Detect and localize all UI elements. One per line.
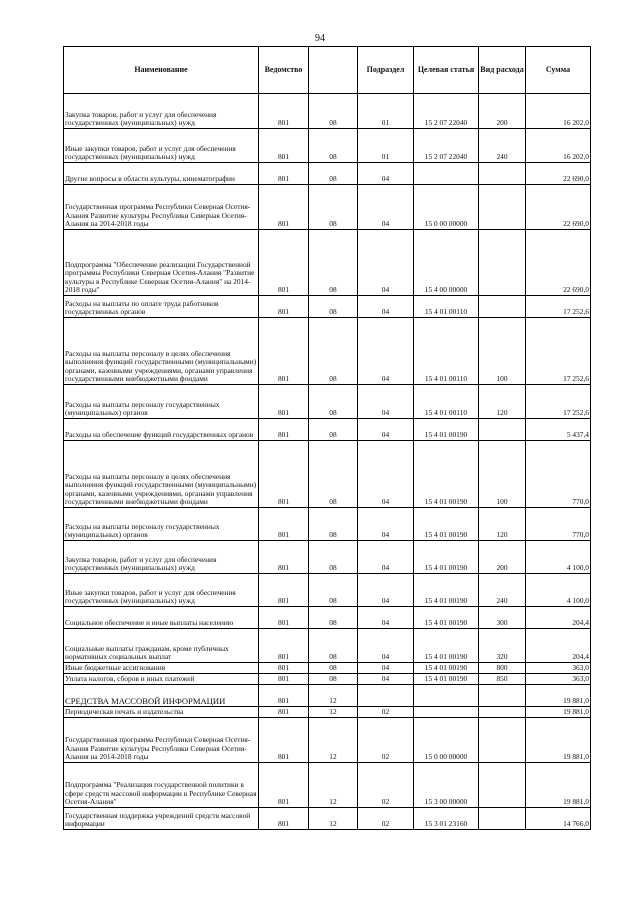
table-row <box>64 441 591 508</box>
row-name: Государственная программа Республики Северная Осетия-Алания Развитие культуры Республики Северная Осетия-Алания на 2014-2018 годы <box>64 185 259 230</box>
row-dept: 801 <box>259 629 309 663</box>
row-name: Подпрограмма "Реализация государственной политики в сфере средств массовой информации в Республике Северная Осетия-Алания" <box>64 763 259 808</box>
row-sum: 770,0 <box>526 441 591 508</box>
row-dept: 801 <box>259 574 309 607</box>
header-sum: Сумма <box>526 47 591 94</box>
row-name: Подпрограмма "Обеспечение реализации Государственной программы Республики Северная Осетия-Алания "Развитие культуры в Республике Северная Осетия-Алания" на 2014-2018 годы" <box>64 230 259 296</box>
row-sum: 16 202,0 <box>526 94 591 129</box>
row-section: 12 <box>309 718 358 763</box>
row-target <box>414 163 479 185</box>
row-sum: 770,0 <box>526 508 591 541</box>
row-target: 15 2 07 22040 <box>414 129 479 163</box>
row-name: Иные закупки товаров, работ и услуг для обеспечения государственных (муниципальных) нужд <box>64 129 259 163</box>
row-subsection: 04 <box>358 185 414 230</box>
row-kind <box>479 718 526 763</box>
row-subsection: 01 <box>358 129 414 163</box>
row-section: 08 <box>309 441 358 508</box>
row-target: 15 2 07 22040 <box>414 94 479 129</box>
row-subsection <box>358 685 414 707</box>
row-target: 15 4 01 00190 <box>414 508 479 541</box>
row-kind <box>479 296 526 318</box>
row-dept: 801 <box>259 607 309 629</box>
row-section: 08 <box>309 574 358 607</box>
row-sum: 19 881,0 <box>526 763 591 808</box>
row-kind: 320 <box>479 629 526 663</box>
row-subsection: 02 <box>358 707 414 718</box>
header-target: Целевая статья <box>414 47 479 94</box>
row-name: Периодическая печать и издательства <box>64 707 259 718</box>
table-row <box>64 318 591 385</box>
header-kind: Вид расхода <box>479 47 526 94</box>
row-sum: 19 881,0 <box>526 707 591 718</box>
row-name: Другие вопросы в области культуры, кинематографии <box>64 163 259 185</box>
table-row <box>64 508 591 541</box>
row-dept: 801 <box>259 685 309 707</box>
row-target: 15 4 01 00190 <box>414 607 479 629</box>
row-section: 08 <box>309 185 358 230</box>
row-section: 08 <box>309 230 358 296</box>
row-subsection: 04 <box>358 574 414 607</box>
row-dept: 801 <box>259 808 309 830</box>
row-dept: 801 <box>259 674 309 685</box>
row-subsection: 02 <box>358 763 414 808</box>
row-kind <box>479 230 526 296</box>
table-row <box>64 296 591 318</box>
row-kind <box>479 808 526 830</box>
row-kind: 120 <box>479 385 526 419</box>
row-name: Закупка товаров, работ и услуг для обеспечения государственных (муниципальных) нужд <box>64 94 259 129</box>
row-section: 08 <box>309 94 358 129</box>
row-subsection: 04 <box>358 441 414 508</box>
row-name: Государственная программа Республики Северная Осетия-Алания Развитие культуры Республики Северная Осетия-Алания на 2014-2018 годы <box>64 718 259 763</box>
row-kind <box>479 163 526 185</box>
row-kind: 240 <box>479 129 526 163</box>
row-sum: 204,4 <box>526 607 591 629</box>
row-subsection: 04 <box>358 629 414 663</box>
row-subsection: 04 <box>358 508 414 541</box>
row-section: 12 <box>309 707 358 718</box>
table-row <box>64 629 591 663</box>
row-name: СРЕДСТВА МАССОВОЙ ИНФОРМАЦИИ <box>64 685 259 707</box>
row-sum: 4 100,0 <box>526 541 591 574</box>
row-target: 15 4 01 00190 <box>414 541 479 574</box>
row-kind: 240 <box>479 574 526 607</box>
row-name: Расходы на выплаты по оплате труда работников государственных органов <box>64 296 259 318</box>
row-target: 15 4 01 00190 <box>414 441 479 508</box>
row-kind <box>479 185 526 230</box>
table-row <box>64 185 591 230</box>
row-subsection: 04 <box>358 318 414 385</box>
row-sum: 363,0 <box>526 663 591 674</box>
row-dept: 801 <box>259 663 309 674</box>
row-dept: 801 <box>259 185 309 230</box>
row-dept: 801 <box>259 94 309 129</box>
row-subsection: 02 <box>358 718 414 763</box>
row-section: 08 <box>309 663 358 674</box>
table-row <box>64 163 591 185</box>
row-section: 08 <box>309 318 358 385</box>
row-target: 15 4 01 00110 <box>414 385 479 419</box>
row-dept: 801 <box>259 163 309 185</box>
row-kind: 300 <box>479 607 526 629</box>
row-subsection: 04 <box>358 385 414 419</box>
row-name: Государственная поддержка учреждений средств массовой информации <box>64 808 259 830</box>
header-name: Наименование <box>64 47 259 94</box>
row-section: 08 <box>309 163 358 185</box>
row-target: 15 3 01 23160 <box>414 808 479 830</box>
row-dept: 801 <box>259 718 309 763</box>
table-row <box>64 674 591 685</box>
table-row <box>64 707 591 718</box>
row-dept: 801 <box>259 419 309 441</box>
header-section <box>309 47 358 94</box>
row-subsection: 04 <box>358 674 414 685</box>
row-target: 15 4 01 00110 <box>414 318 479 385</box>
row-kind <box>479 763 526 808</box>
table-header-row <box>64 47 591 94</box>
row-name: Расходы на обеспечение функций государственных органов <box>64 419 259 441</box>
row-section: 08 <box>309 129 358 163</box>
row-name: Уплата налогов, сборов и иных платежей <box>64 674 259 685</box>
row-kind: 200 <box>479 94 526 129</box>
row-dept: 801 <box>259 441 309 508</box>
row-dept: 801 <box>259 129 309 163</box>
row-subsection: 04 <box>358 419 414 441</box>
row-kind <box>479 419 526 441</box>
table-row <box>64 419 591 441</box>
row-target: 15 4 01 00190 <box>414 663 479 674</box>
row-name: Социальные выплаты гражданам, кроме публичных нормативных социальных выплат <box>64 629 259 663</box>
row-section: 08 <box>309 607 358 629</box>
row-sum: 19 881,0 <box>526 718 591 763</box>
row-kind: 100 <box>479 318 526 385</box>
row-target: 15 4 01 00110 <box>414 296 479 318</box>
row-sum: 363,0 <box>526 674 591 685</box>
row-sum: 16 202,0 <box>526 129 591 163</box>
page-number: 94 <box>315 33 325 44</box>
row-section: 08 <box>309 629 358 663</box>
row-target: 15 4 01 00190 <box>414 629 479 663</box>
row-name: Расходы на выплаты персоналу в целях обеспечения выполнения функций государственными (муниципальными) органами, казенными учреждениями, органами управления государственными внебюджетными фондами <box>64 441 259 508</box>
row-section: 12 <box>309 685 358 707</box>
budget-table <box>63 46 591 830</box>
row-subsection: 02 <box>358 808 414 830</box>
row-subsection: 04 <box>358 163 414 185</box>
row-name: Расходы на выплаты персоналу в целях обеспечения выполнения функций государственными (муниципальными) органами, казенными учреждениями, органами управления государственными внебюджетными фондами <box>64 318 259 385</box>
table-row <box>64 607 591 629</box>
table-row <box>64 230 591 296</box>
table-row <box>64 808 591 830</box>
row-name: Закупка товаров, работ и услуг для обеспечения государственных (муниципальных) нужд <box>64 541 259 574</box>
row-sum: 22 690,0 <box>526 230 591 296</box>
row-subsection: 01 <box>358 94 414 129</box>
row-target: 15 4 01 00190 <box>414 419 479 441</box>
table-row <box>64 574 591 607</box>
row-dept: 801 <box>259 385 309 419</box>
row-sum: 17 252,6 <box>526 318 591 385</box>
row-section: 08 <box>309 674 358 685</box>
row-name: Иные закупки товаров, работ и услуг для обеспечения государственных (муниципальных) нужд <box>64 574 259 607</box>
row-section: 12 <box>309 808 358 830</box>
row-kind <box>479 685 526 707</box>
row-target <box>414 707 479 718</box>
row-subsection: 04 <box>358 541 414 574</box>
table-row <box>64 129 591 163</box>
row-sum: 5 437,4 <box>526 419 591 441</box>
row-section: 08 <box>309 541 358 574</box>
row-sum: 22 690,0 <box>526 163 591 185</box>
row-section: 08 <box>309 296 358 318</box>
row-name: Социальное обеспечение и иные выплаты населению <box>64 607 259 629</box>
table-row <box>64 763 591 808</box>
table-row <box>64 385 591 419</box>
row-sum: 17 252,6 <box>526 385 591 419</box>
row-subsection: 04 <box>358 230 414 296</box>
row-target: 15 4 01 00190 <box>414 674 479 685</box>
row-target: 15 4 01 00190 <box>414 574 479 607</box>
table-row <box>64 718 591 763</box>
row-section: 08 <box>309 385 358 419</box>
row-subsection: 04 <box>358 663 414 674</box>
table-row <box>64 663 591 674</box>
header-subsection: Подраздел <box>358 47 414 94</box>
row-dept: 801 <box>259 508 309 541</box>
row-target <box>414 685 479 707</box>
row-name: Расходы на выплаты персоналу государственных (муниципальных) органов <box>64 508 259 541</box>
row-sum: 22 690,0 <box>526 185 591 230</box>
row-kind: 800 <box>479 663 526 674</box>
row-subsection: 04 <box>358 607 414 629</box>
row-kind: 200 <box>479 541 526 574</box>
row-sum: 4 100,0 <box>526 574 591 607</box>
row-target: 15 4 00 00000 <box>414 230 479 296</box>
row-sum: 19 881,0 <box>526 685 591 707</box>
table-row <box>64 541 591 574</box>
row-kind: 120 <box>479 508 526 541</box>
row-section: 12 <box>309 763 358 808</box>
row-target: 15 0 00 00000 <box>414 185 479 230</box>
row-section: 08 <box>309 508 358 541</box>
row-dept: 801 <box>259 230 309 296</box>
row-dept: 801 <box>259 707 309 718</box>
row-kind <box>479 707 526 718</box>
row-sum: 17 252,6 <box>526 296 591 318</box>
row-subsection: 04 <box>358 296 414 318</box>
row-section: 08 <box>309 419 358 441</box>
row-target: 15 0 00 00000 <box>414 718 479 763</box>
row-dept: 801 <box>259 763 309 808</box>
row-name: Иные бюджетные ассигнования <box>64 663 259 674</box>
header-dept: Ведомство <box>259 47 309 94</box>
row-dept: 801 <box>259 541 309 574</box>
row-target: 15 3 00 00000 <box>414 763 479 808</box>
row-name: Расходы на выплаты персоналу государственных (муниципальных) органов <box>64 385 259 419</box>
table-row <box>64 94 591 129</box>
row-dept: 801 <box>259 296 309 318</box>
row-kind: 100 <box>479 441 526 508</box>
row-dept: 801 <box>259 318 309 385</box>
row-sum: 14 766,0 <box>526 808 591 830</box>
row-kind: 850 <box>479 674 526 685</box>
table-row <box>64 685 591 707</box>
row-sum: 204,4 <box>526 629 591 663</box>
